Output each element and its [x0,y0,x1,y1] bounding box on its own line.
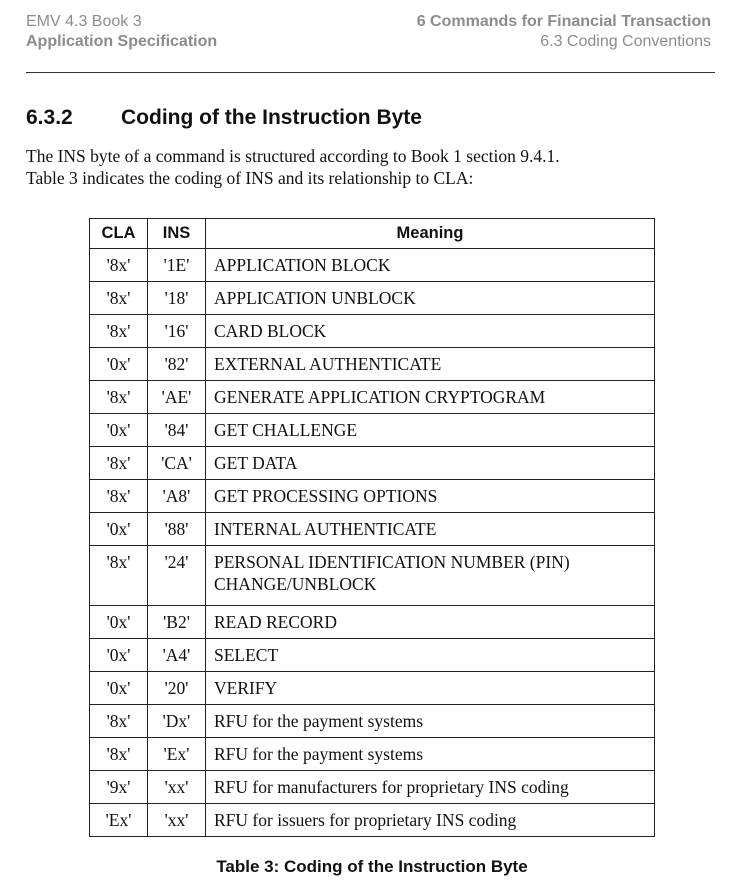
meaning-cell: GENERATE APPLICATION CRYPTOGRAM [206,381,655,414]
page-header [26,12,715,73]
table-caption: Table 3: Coding of the Instruction Byte [216,857,528,876]
meaning-cell: GET DATA [206,447,655,480]
cla-cell: '0x' [90,672,148,705]
table-row [90,414,655,447]
header-document-info [26,12,217,52]
cla-cell: 'Ex' [90,804,148,837]
ins-cell: '82' [148,348,206,381]
meaning-cell: APPLICATION UNBLOCK [206,282,655,315]
cla-cell: '8x' [90,315,148,348]
ins-cell: 'CA' [148,447,206,480]
header-spec-title: Application Specification [26,33,218,50]
table-row [90,315,655,348]
cla-cell: '8x' [90,705,148,738]
ins-cell: 'Dx' [148,705,206,738]
meaning-cell: SELECT [206,639,655,672]
meaning-cell: INTERNAL AUTHENTICATE [206,513,655,546]
table-row [90,249,655,282]
intro-paragraph [26,145,716,189]
table-row [90,804,655,837]
cla-cell: '9x' [90,771,148,804]
column-header-ins: INS [148,219,206,249]
cla-cell: '0x' [90,606,148,639]
table-row [90,348,655,381]
cla-cell: '8x' [90,447,148,480]
ins-cell: '16' [148,315,206,348]
ins-cell: 'AE' [148,381,206,414]
cla-cell: '0x' [90,639,148,672]
table-row [90,705,655,738]
cla-cell: '8x' [90,480,148,513]
ins-cell: '20' [148,672,206,705]
table-row [90,639,655,672]
cla-cell: '0x' [90,414,148,447]
meaning-cell: APPLICATION BLOCK [206,249,655,282]
table-row [90,546,655,606]
meaning-cell: EXTERNAL AUTHENTICATE [206,348,655,381]
section-heading [26,104,422,132]
table-row [90,738,655,771]
ins-cell: 'xx' [148,771,206,804]
cla-cell: '8x' [90,282,148,315]
cla-cell: '8x' [90,249,148,282]
ins-cell: 'A8' [148,480,206,513]
meaning-cell: RFU for the payment systems [206,738,655,771]
table-row [90,282,655,315]
cla-cell: '0x' [90,513,148,546]
ins-cell: 'Ex' [148,738,206,771]
table-row [90,606,655,639]
intro-line-1: The INS byte of a command is structured according to Book 1 section 9.4.1. [26,146,560,166]
column-header-meaning: Meaning [206,219,655,249]
meaning-cell: RFU for manufacturers for proprietary INS coding [206,771,655,804]
ins-cell: '88' [148,513,206,546]
ins-cell: '24' [148,546,206,606]
table-row [90,672,655,705]
meaning-cell: RFU for issuers for proprietary INS coding [206,804,655,837]
table-row [90,513,655,546]
ins-cell: '84' [148,414,206,447]
meaning-cell: PERSONAL IDENTIFICATION NUMBER (PIN) CHANGE/UNBLOCK [206,546,655,606]
ins-cell: 'A4' [148,639,206,672]
table-row [90,480,655,513]
ins-cell: 'B2' [148,606,206,639]
meaning-cell: VERIFY [206,672,655,705]
meaning-cell: CARD BLOCK [206,315,655,348]
header-book-title: EMV 4.3 Book 3 [26,13,142,30]
meaning-cell: READ RECORD [206,606,655,639]
instruction-byte-table [89,218,655,837]
header-chapter-info [417,12,711,52]
meaning-cell: GET CHALLENGE [206,414,655,447]
cla-cell: '8x' [90,381,148,414]
section-title: Coding of the Instruction Byte [121,106,422,129]
ins-cell: '1E' [148,249,206,282]
header-chapter-title: 6 Commands for Financial Transaction [416,13,711,30]
cla-cell: '0x' [90,348,148,381]
column-header-cla: CLA [90,219,148,249]
meaning-cell: RFU for the payment systems [206,705,655,738]
cla-cell: '8x' [90,738,148,771]
section-number: 6.3.2 [26,106,73,129]
intro-line-2: Table 3 indicates the coding of INS and its relationship to CLA: [26,168,474,188]
table-row [90,771,655,804]
cla-cell: '8x' [90,546,148,606]
ins-cell: '18' [148,282,206,315]
table-row [90,381,655,414]
header-section-title: 6.3 Coding Conventions [540,33,711,50]
table-row [90,447,655,480]
table-header-row [90,219,655,249]
meaning-cell: GET PROCESSING OPTIONS [206,480,655,513]
ins-cell: 'xx' [148,804,206,837]
